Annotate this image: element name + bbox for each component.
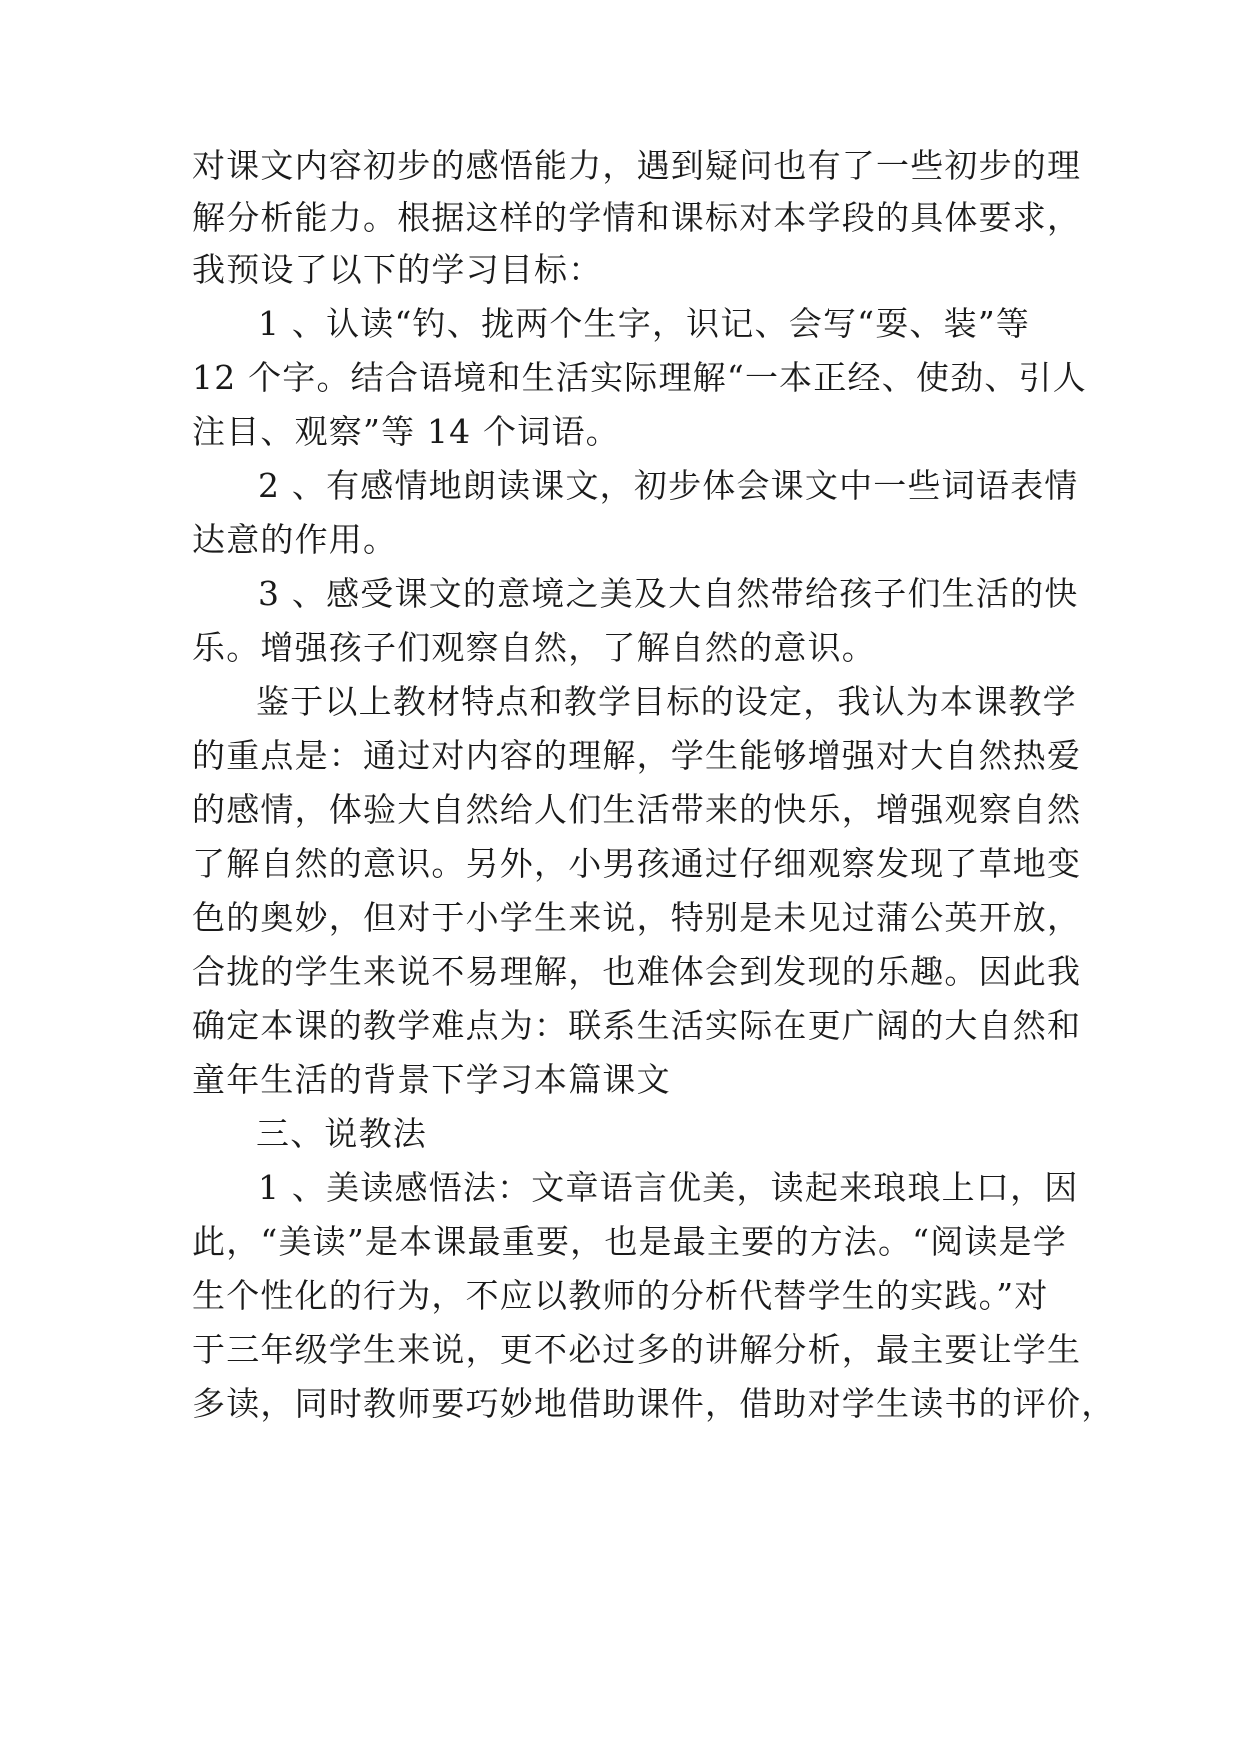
text-line: 色的奥妙，但对于小学生来说，特别是未见过蒲公英开放，: [192, 898, 1082, 937]
text-line: 多读，同时教师要巧妙地借助课件，借助对学生读书的评价，: [192, 1384, 1116, 1423]
list-item-1: 1 、美读感悟法：文章语言优美，读起来琅琅上口，因: [258, 1168, 1079, 1207]
text-line: 合拢的学生来说不易理解，也难体会到发现的乐趣。因此我: [192, 952, 1082, 991]
text-line: 此，“美读”是本课最重要，也是最主要的方法。“阅读是学: [192, 1222, 1068, 1261]
text-line: 对课文内容初步的感悟能力，遇到疑问也有了一些初步的理: [192, 146, 1082, 185]
text-line: 的感情，体验大自然给人们生活带来的快乐，增强观察自然: [192, 790, 1082, 829]
text-line: 达意的作用。: [192, 520, 398, 559]
text-line: 乐。增强孩子们观察自然，了解自然的意识。: [192, 628, 876, 667]
text-line: 的重点是：通过对内容的理解，学生能够增强对大自然热爱: [192, 736, 1082, 775]
text-line: 童年生活的背景下学习本篇课文: [192, 1060, 671, 1099]
list-item-1: 1 、认读“钓、拢两个生字，识记、会写“耍、装”等: [258, 304, 1031, 343]
list-item-3: 3 、感受课文的意境之美及大自然带给孩子们生活的快: [258, 574, 1079, 613]
text-line: 解分析能力。根据这样的学情和课标对本学段的具体要求，: [192, 198, 1082, 237]
text-line: 我预设了以下的学习目标：: [192, 250, 603, 289]
list-item-2: 2 、有感情地朗读课文，初步体会课文中一些词语表情: [258, 466, 1079, 505]
text-line: 12 个字。结合语境和生活实际理解“一本正经、使劲、引人: [192, 358, 1087, 397]
text-line: 了解自然的意识。另外，小男孩通过仔细观察发现了草地变: [192, 844, 1082, 883]
text-line: 生个性化的行为，不应以教师的分析代替学生的实践。”对: [192, 1276, 1049, 1315]
text-line: 注目、观察”等 14 个词语。: [192, 412, 620, 451]
text-line: 于三年级学生来说，更不必过多的讲解分析，最主要让学生: [192, 1330, 1082, 1369]
text-line: 确定本课的教学难点为：联系生活实际在更广阔的大自然和: [192, 1006, 1082, 1045]
paragraph-start: 鉴于以上教材特点和教学目标的设定，我认为本课教学: [256, 682, 1077, 721]
section-heading: 三、说教法: [256, 1114, 427, 1153]
